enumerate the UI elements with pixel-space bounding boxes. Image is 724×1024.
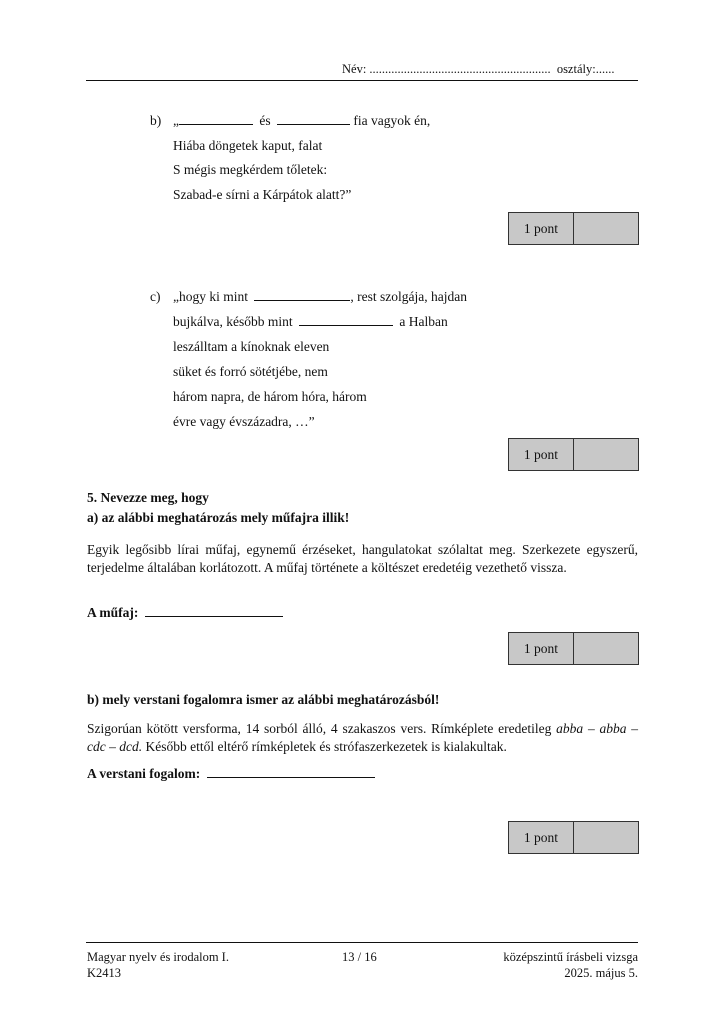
class-label: osztály:...... xyxy=(556,62,615,76)
point-label: 1 pont xyxy=(509,633,574,664)
header-rule xyxy=(86,80,638,81)
footer-subject: Magyar nyelv és irodalom I. xyxy=(87,950,229,964)
q4c-line-1: „hogy ki mint , rest szolgája, hajdan xyxy=(173,289,467,304)
q4c-line-2: bujkálva, később mint a Halban xyxy=(173,314,448,329)
score-box-q4b xyxy=(508,212,639,245)
header-name-field xyxy=(342,62,614,77)
score-cell[interactable] xyxy=(574,633,638,664)
answer-blank-3[interactable] xyxy=(254,289,350,301)
page-number: 13 / 16 xyxy=(342,950,377,964)
question-4c-label: c) xyxy=(150,289,161,304)
prosody-answer-line: A verstani fogalom: xyxy=(87,766,375,782)
point-label: 1 pont xyxy=(509,439,574,470)
score-cell[interactable] xyxy=(574,439,638,470)
q4c-line-6: évre vagy évszázadra, …” xyxy=(173,414,315,429)
footer-code: K2413 xyxy=(87,966,122,980)
footer-exam: középszintű írásbeli vizsga xyxy=(503,950,638,964)
footer-rule xyxy=(86,942,638,943)
q4c-line-3: leszálltam a kínoknak eleven xyxy=(173,339,330,354)
genre-answer-blank[interactable] xyxy=(145,605,283,617)
point-label: 1 pont xyxy=(509,822,574,853)
score-box-q5b xyxy=(508,821,639,854)
score-box-q4c xyxy=(508,438,639,471)
score-cell[interactable] xyxy=(574,822,638,853)
footer-date: 2025. május 5. xyxy=(564,966,638,980)
q4c-line-5: három napra, de három hóra, három xyxy=(173,389,367,404)
score-box-q5a xyxy=(508,632,639,665)
q4b-line-4: Szabad-e sírni a Kárpátok alatt?” xyxy=(173,187,352,202)
score-cell[interactable] xyxy=(574,213,638,244)
question-4b-label: b) xyxy=(150,113,162,128)
question-5b-definition: Szigorúan kötött versforma, 14 sorból álló, 4 szakaszos vers. Rímképlete eredetileg abba – abba – cdc – dcd. Később ettől eltérő rímképletek és strófaszerkezetek is kialakultak. xyxy=(87,721,639,754)
q4b-line-3: S mégis megkérdem tőletek: xyxy=(173,162,328,177)
prosody-answer-blank[interactable] xyxy=(207,766,375,778)
answer-blank-4[interactable] xyxy=(299,314,393,326)
q4b-line-2: Hiába döngetek kaput, falat xyxy=(173,138,323,153)
genre-answer-line: A műfaj: xyxy=(87,605,283,621)
answer-blank-1[interactable] xyxy=(179,113,253,125)
question-5a-definition: Egyik legősibb lírai műfaj, egynemű érzéseket, hangulatokat szólaltat meg. Szerkezete egyszerű, terjedelme általában korlátozott. A műfaj története a költészet eredetéig vezethető vissza. xyxy=(87,542,638,575)
point-label: 1 pont xyxy=(509,213,574,244)
q4b-line-1: „ és fia vagyok én, xyxy=(173,113,431,128)
name-label: Név: .......................................................... xyxy=(342,62,551,76)
q4c-line-4: süket és forró sötétjébe, nem xyxy=(173,364,328,379)
question-5a-prompt: a) az alábbi meghatározás mely műfajra illik! xyxy=(87,510,350,525)
answer-blank-2[interactable] xyxy=(277,113,350,125)
question-5b-prompt: b) mely verstani fogalomra ismer az alábbi meghatározásból! xyxy=(87,692,440,707)
question-5-title: 5. Nevezze meg, hogy xyxy=(87,490,209,505)
